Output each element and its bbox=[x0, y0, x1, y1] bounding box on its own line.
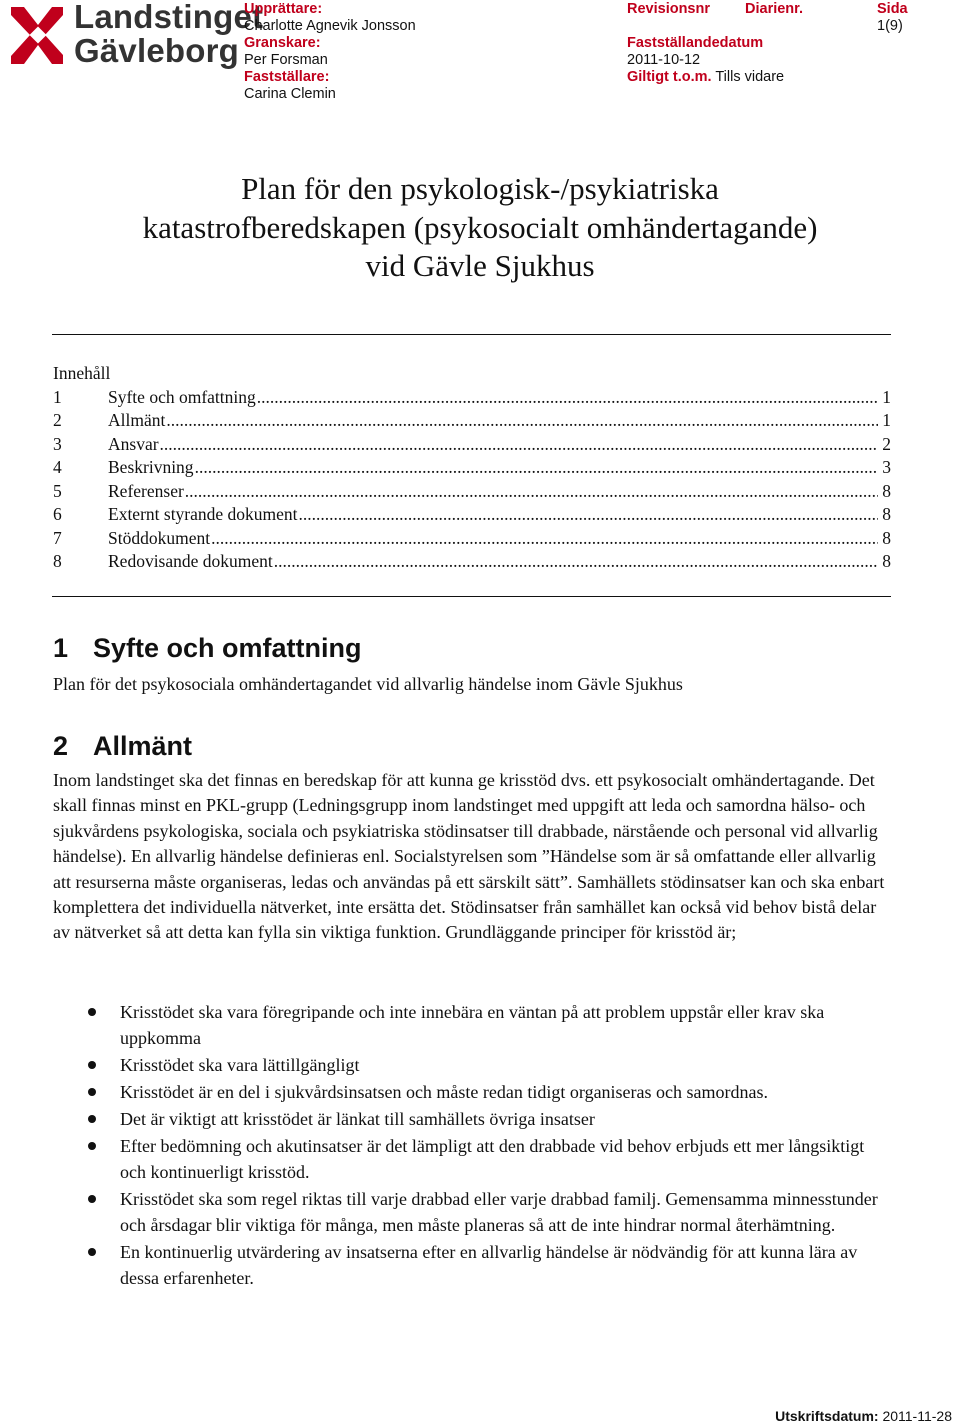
print-date-value: 2011-11-28 bbox=[882, 1408, 952, 1424]
document-title bbox=[0, 170, 960, 286]
upprattare-label: Upprättare: bbox=[244, 1, 323, 17]
toc-entry-page: 2 bbox=[882, 433, 891, 454]
list-item-text: Krisstödet ska vara föregripande och inte innebära en väntan på att problem uppstår eller krav ska uppkomma bbox=[120, 1002, 825, 1048]
sida-label: Sida bbox=[877, 1, 908, 17]
toc-leader-dots bbox=[274, 550, 878, 574]
toc-entry-number: 6 bbox=[53, 504, 62, 524]
principles-list bbox=[53, 999, 893, 1292]
toc-entry-number: 5 bbox=[53, 480, 62, 501]
bullet-icon bbox=[88, 1061, 96, 1069]
list-item bbox=[53, 1052, 893, 1078]
toc-entry[interactable] bbox=[53, 456, 891, 480]
revisionsnr-label: Revisionsnr bbox=[627, 1, 710, 17]
toc-leader-dots bbox=[166, 409, 878, 433]
list-item bbox=[53, 1186, 893, 1238]
section-1-title: Syfte och omfattning bbox=[93, 633, 362, 663]
toc-leader-dots bbox=[299, 503, 878, 527]
section-2-heading bbox=[53, 730, 192, 762]
print-date bbox=[775, 1408, 952, 1424]
toc-entry-page: 3 bbox=[882, 457, 891, 477]
bullet-icon bbox=[88, 1088, 96, 1096]
toc-entry[interactable] bbox=[53, 386, 891, 410]
faststallare-label: Fastställare: bbox=[244, 69, 330, 85]
sida-value: 1(9) bbox=[877, 18, 903, 34]
toc-entry-label: Syfte och omfattning bbox=[108, 386, 256, 407]
list-item-text: En kontinuerlig utvärdering av insatserna efter en allvarlig händelse är nödvändig för att kunna lära av dessa erfarenheter. bbox=[120, 1242, 858, 1288]
page-number bbox=[877, 1, 908, 35]
section-1-heading bbox=[53, 632, 362, 664]
toc-entry-number: 7 bbox=[53, 527, 62, 548]
toc-entry-number: 1 bbox=[53, 386, 62, 407]
toc-entry-page: 1 bbox=[882, 386, 891, 407]
list-item bbox=[53, 999, 893, 1051]
faststallandedatum-label: Fastställandedatum bbox=[627, 35, 764, 51]
header-people bbox=[244, 1, 416, 103]
title-line2: katastrofberedskapen (psykosocialt omhändertagande) bbox=[142, 209, 818, 245]
faststallandedatum-value: 2011-10-12 bbox=[627, 52, 701, 68]
list-item bbox=[53, 1133, 893, 1185]
toc-leader-dots bbox=[211, 527, 878, 551]
toc-entry-label: Allmänt bbox=[108, 410, 166, 430]
giltigt-label: Giltigt t.o.m. bbox=[627, 69, 712, 85]
section-1-number: 1 bbox=[53, 633, 69, 663]
toc-entry[interactable] bbox=[53, 550, 891, 574]
list-item-text: Efter bedömning och akutinsatser är det lämpligt att den drabbade vid behov erbjuds ett mer långsiktigt och kontinuerligt krisstöd. bbox=[120, 1136, 865, 1182]
table-of-contents bbox=[53, 362, 891, 574]
toc-entry-number: 2 bbox=[53, 410, 62, 430]
toc-entry-label: Ansvar bbox=[108, 433, 159, 454]
section-2-title: Allmänt bbox=[93, 731, 193, 761]
toc-entry-page: 8 bbox=[882, 480, 891, 501]
bullet-icon bbox=[88, 1142, 96, 1150]
section-1-text: Plan för det psykosociala omhändertagandet vid allvarlig händelse inom Gävle Sjukhus bbox=[53, 674, 683, 694]
title-line3: vid Gävle Sjukhus bbox=[365, 248, 595, 283]
toc-entry[interactable] bbox=[53, 503, 891, 527]
toc-entry-number: 4 bbox=[53, 457, 62, 477]
section-2-paragraph: Inom landstinget ska det finnas en beredskap för att kunna ge krisstöd dvs. ett psykosocialt omhändertagande. Det skall finnas minst en PKL-grupp (Ledningsgrupp inom landstinget med uppgift att leda och samordna hälso- och sjukvårdens psykologiska, sociala och psykiatriska stödinsatser till drabbade, närstående och personal vid allvarlig händelse). En allvarlig händelse definieras enl. Socialstyrelsen som ”Händelse som är så omfattande eller allvarlig att resurserna måste organiseras, ledas och användas på ett särskilt sätt”. Samhällets stödinsatser kan och ska enbart komplettera det individuella nätverket, inte ersätta det. Stödinsatser från samhället kan också vid behov bistå delar av nätverket så att detta kan fylla sin viktiga funktion. Grundläggande principer för krisstöd är; bbox=[53, 770, 885, 943]
toc-entry[interactable] bbox=[53, 527, 891, 551]
toc-leader-dots bbox=[160, 433, 878, 457]
bullet-icon bbox=[88, 1195, 96, 1203]
logo-line2: Gävleborg bbox=[74, 32, 240, 69]
toc-entry[interactable] bbox=[53, 480, 891, 504]
giltigt-value: Tills vidare bbox=[715, 69, 785, 85]
bullet-icon bbox=[88, 1248, 96, 1256]
toc-entry[interactable] bbox=[53, 433, 891, 457]
toc-entry-page: 1 bbox=[882, 410, 891, 430]
list-item-text: Krisstödet ska vara lättillgängligt bbox=[120, 1055, 360, 1075]
faststallare-value: Carina Clemin bbox=[244, 86, 336, 102]
toc-entry-number: 3 bbox=[53, 433, 62, 454]
title-line1: Plan för den psykologisk-/psykiatriska bbox=[241, 171, 719, 206]
logo-mark-icon bbox=[8, 3, 64, 67]
list-item-text: Krisstödet är en del i sjukvårdsinsatsen och måste redan tidigt organiseras och samordnas. bbox=[120, 1082, 769, 1102]
toc-entry-label: Externt styrande dokument bbox=[108, 504, 298, 524]
list-item bbox=[53, 1079, 893, 1105]
toc-entry-label: Stöddokument bbox=[108, 527, 211, 548]
toc-entry-page: 8 bbox=[882, 504, 891, 524]
divider-top bbox=[52, 334, 891, 335]
bullet-icon bbox=[88, 1008, 96, 1016]
bullet-icon bbox=[88, 1115, 96, 1123]
list-item bbox=[53, 1239, 893, 1291]
toc-entry-page: 8 bbox=[882, 527, 891, 548]
section-2-number: 2 bbox=[53, 731, 69, 761]
divider-bottom bbox=[52, 596, 891, 597]
toc-entry-label: Referenser bbox=[108, 480, 184, 501]
list-item bbox=[53, 1106, 893, 1132]
diarienr bbox=[745, 1, 803, 18]
granskare-value: Per Forsman bbox=[244, 52, 328, 68]
print-date-label: Utskriftsdatum: bbox=[775, 1408, 879, 1424]
landstinget-gavleborg-logo bbox=[8, 0, 264, 70]
diarienr-label: Diarienr. bbox=[745, 1, 804, 17]
toc-entry-number: 8 bbox=[53, 551, 62, 571]
toc-entry-page: 8 bbox=[882, 551, 891, 571]
toc-entry-label: Redovisande dokument bbox=[108, 551, 273, 571]
list-item-text: Krisstödet ska som regel riktas till varje drabbad eller varje drabbad familj. Gemensamma minnesstunder och årsdagar blir viktiga för många, men måste planeras så att de inte hindrar normal återhämtning. bbox=[120, 1189, 878, 1235]
toc-entry[interactable] bbox=[53, 409, 891, 433]
list-item-text: Det är viktigt att krisstödet är länkat till samhällets övriga insatser bbox=[120, 1109, 595, 1129]
toc-entry-label: Beskrivning bbox=[108, 457, 194, 477]
upprattare-value: Charlotte Agnevik Jonsson bbox=[244, 18, 416, 34]
logo-line1: Landstinget bbox=[74, 0, 264, 35]
toc-leader-dots bbox=[195, 456, 878, 480]
toc-leader-dots bbox=[257, 386, 878, 410]
granskare-label: Granskare: bbox=[244, 35, 321, 51]
toc-heading: Innehåll bbox=[53, 363, 111, 383]
toc-leader-dots bbox=[185, 480, 878, 504]
